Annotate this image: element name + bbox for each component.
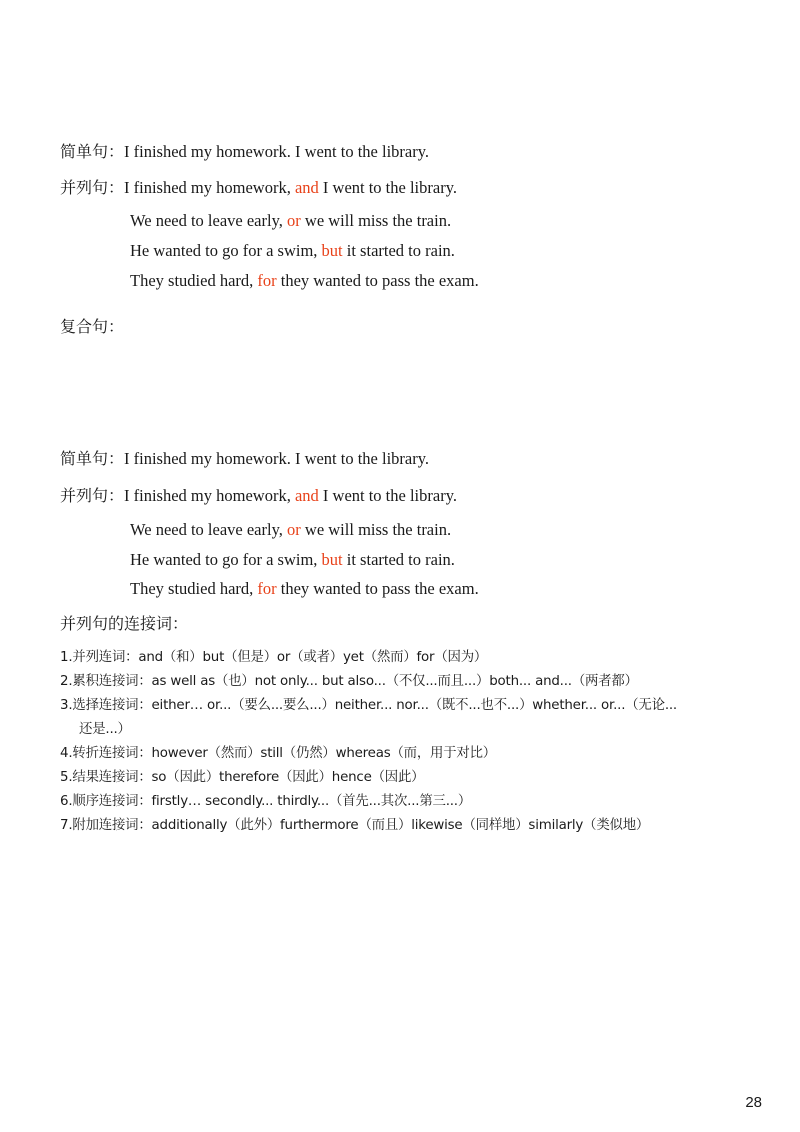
s1-conj-or: or: [287, 211, 301, 230]
conj-list-item-5: 5.结果连接词：so（因此）therefore（因此）hence（因此）: [60, 770, 425, 785]
s2-line-after: it started to rain.: [342, 550, 455, 569]
s2-compound-line-3: [130, 550, 455, 570]
conj-list-item-3: 3.选择连接词：either… or...（要么...要么...）neither... nor...（既不...也不...）whether... or...（无论...: [60, 698, 677, 713]
s1-line-after: I went to the library.: [318, 178, 458, 197]
s2-line-after: they wanted to pass the exam.: [276, 579, 479, 598]
s1-line-before: We need to leave early,: [130, 211, 288, 230]
conj-list-item-4: 4.转折连接词：however（然而）still（仍然）whereas（而，用于对比）: [60, 746, 497, 761]
s2-conj-or: or: [287, 520, 301, 539]
s1-complex-label: 复合句：: [60, 317, 125, 336]
s2-compound-line-2: [130, 520, 451, 540]
s2-line-after: I went to the library.: [318, 486, 458, 505]
s2-simple-sentence: [60, 449, 429, 469]
s2-conj-for: for: [257, 579, 277, 598]
conj-list-item-6: 6.顺序连接词：firstly… secondly... thirdly...（首先...其次...第三...）: [60, 794, 472, 809]
s1-line-after: we will miss the train.: [300, 211, 452, 230]
s1-compound-line-3: [130, 241, 455, 261]
conjunction-heading: 并列句的连接词：: [60, 614, 189, 633]
s2-line-before: They studied hard,: [130, 579, 258, 598]
s2-simple-label: 简单句：: [60, 449, 125, 468]
s1-line-after: it started to rain.: [342, 241, 455, 260]
s2-simple-text: I finished my homework. I went to the library.: [124, 449, 430, 468]
page-number: 28: [745, 1094, 762, 1111]
s1-compound-line-2: [130, 211, 451, 231]
s1-conj-and: and: [294, 178, 319, 197]
s1-line-before: I finished my homework,: [124, 178, 295, 197]
s1-conj-for: for: [257, 271, 277, 290]
s1-compound-label: 并列句：: [60, 178, 125, 197]
s1-compound-line-1: [60, 178, 457, 198]
conj-list-item-1: 1.并列连词：and（和）but（但是）or（或者）yet（然而）for（因为）: [60, 650, 488, 665]
conj-list-item-3-cont: 还是...）: [79, 722, 131, 737]
s1-simple-sentence: [60, 142, 429, 162]
s1-compound-line-4: [130, 271, 479, 291]
s1-line-after: they wanted to pass the exam.: [276, 271, 479, 290]
conj-list-item-7: 7.附加连接词：additionally（此外）furthermore（而且）likewise（同样地）similarly（类似地）: [60, 818, 650, 833]
s1-line-before: He wanted to go for a swim,: [130, 241, 322, 260]
s1-simple-text: I finished my homework. I went to the library.: [124, 142, 430, 161]
s2-conj-but: but: [321, 550, 343, 569]
s2-line-before: He wanted to go for a swim,: [130, 550, 322, 569]
conj-list-item-2: 2.累积连接词：as well as（也）not only... but also...（不仅...而且...）both... and...（两者都）: [60, 674, 638, 689]
s1-line-before: They studied hard,: [130, 271, 258, 290]
s1-conj-but: but: [321, 241, 343, 260]
s2-compound-label: 并列句：: [60, 486, 125, 505]
s2-line-before: I finished my homework,: [124, 486, 295, 505]
s2-compound-line-4: [130, 579, 479, 599]
s2-compound-line-1: [60, 486, 457, 506]
s2-line-before: We need to leave early,: [130, 520, 288, 539]
s1-simple-label: 简单句：: [60, 142, 125, 161]
s2-conj-and: and: [294, 486, 319, 505]
s2-line-after: we will miss the train.: [300, 520, 452, 539]
